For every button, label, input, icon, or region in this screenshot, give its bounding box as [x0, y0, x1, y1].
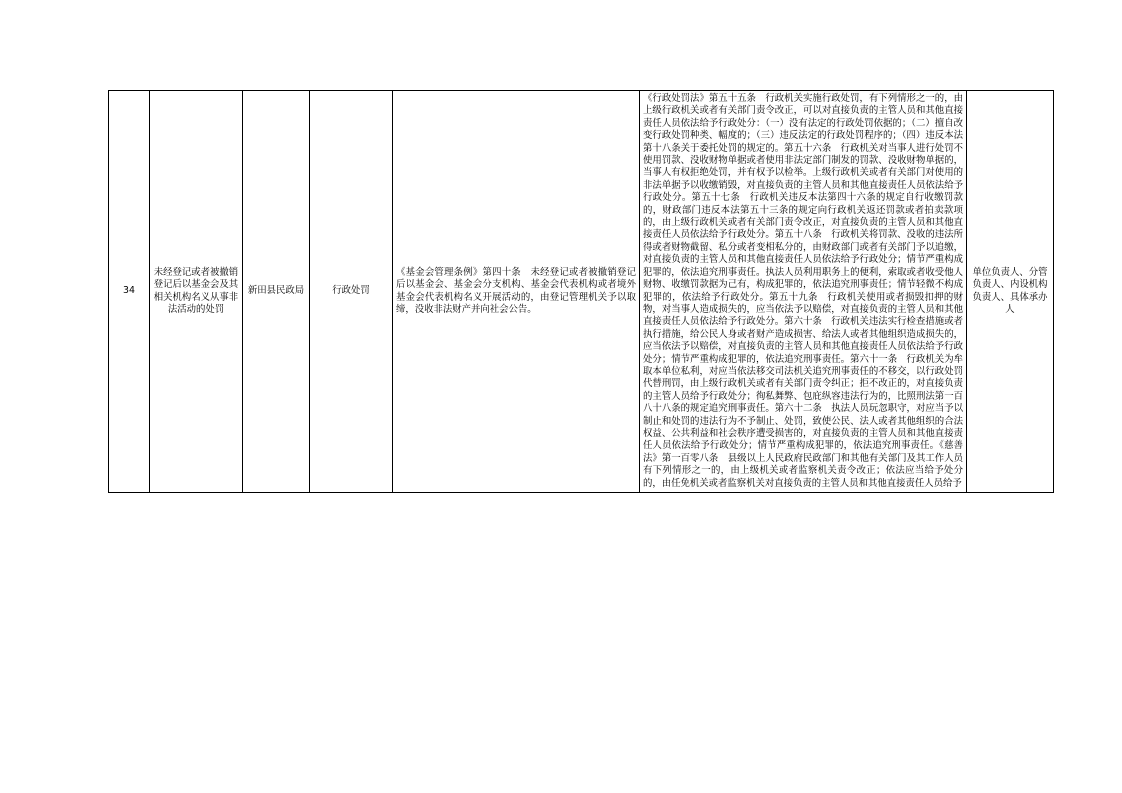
- legal-basis-text: 《基金会管理条例》第四十条 未经登记或者被撤销登记后以基金会、基金会分支机构、基金会代表机构或者境外基金会代表机构名义开展活动的，由登记管理机关予以取缔，没收非法财产并向社会公告。: [396, 266, 636, 315]
- cell-organization: 新田县民政局: [243, 91, 310, 493]
- cell-responsibility: [640, 91, 967, 493]
- cell-serial-number: 34: [109, 91, 150, 493]
- cell-legal-basis: [393, 91, 640, 493]
- cell-person-in-charge: 单位负责人、分管负责人、内设机构负责人、具体承办人: [967, 91, 1054, 493]
- administrative-penalty-table: [108, 90, 1054, 493]
- table-row: [109, 91, 1054, 493]
- cell-penalty-type: 行政处罚: [310, 91, 393, 493]
- cell-item-name: 未经登记或者被撤销登记后以基金会及其相关机构名义从事非法活动的处罚: [150, 91, 243, 493]
- responsibility-text: 《行政处罚法》第五十五条 行政机关实施行政处罚，有下列情形之一的，由上级行政机关或者有关部门责令改正，可以对直接负责的主管人员和其他直接责任人员依法给予行政处分：（一）没有法定的行政处罚依据的；（二）擅自改变行政处罚种类、幅度的；（三）违反法定的行政处罚程序的；（四）违反本法第十八条关于委托处罚的规定的。第五十六条 行政机关对当事人进行处罚不使用罚款、没收财物单据或者使用非法定部门制发的罚款、没收财物单据的，当事人有权拒绝处罚，并有权予以检举。上级行政机关或者有关部门对使用的非法单据予以收缴销毁，对直接负责的主管人员和其他直接责任人员依法给予行政处分。第五十七条 行政机关违反本法第四十六条的规定自行收缴罚款的，财政部门违反本法第五十三条的规定向行政机关返还罚款或者拍卖款项的，由上级行政机关或者有关部门责令改正，对直接负责的主管人员和其他直接责任人员依法给予行政处分。第五十八条 行政机关将罚款、没收的违法所得或者财物截留、私分或者变相私分的，由财政部门或者有关部门予以追缴，对直接负责的主管人员和其他直接责任人员依法给予行政处分；情节严重构成犯罪的，依法追究刑事责任。执法人员利用职务上的便利，索取或者收受他人财物、收缴罚款据为己有，构成犯罪的，依法追究刑事责任；情节轻微不构成犯罪的，依法给予行政处分。第五十九条 行政机关使用或者损毁扣押的财物，对当事人造成损失的，应当依法予以赔偿，对直接负责的主管人员和其他直接责任人员依法给予行政处分。第六十条 行政机关违法实行检查措施或者执行措施，给公民人身或者财产造成损害、给法人或者其他组织造成损失的，应当依法予以赔偿，对直接负责的主管人员和其他直接责任人员依法给予行政处分；情节严重构成犯罪的，依法追究刑事责任。第六十一条 行政机关为牟取本单位私利，对应当依法移交司法机关追究刑事责任的不移交，以行政处罚代替刑罚，由上级行政机关或者有关部门责令纠正；拒不改正的，对直接负责的主管人员给予行政处分；徇私舞弊、包庇纵容违法行为的，比照刑法第一百八十八条的规定追究刑事责任。第六十二条 执法人员玩忽职守，对应当予以制止和处罚的违法行为不予制止、处罚，致使公民、法人或者其他组织的合法权益、公共利益和社会秩序遭受损害的，对直接负责的主管人员和其他直接责任人员依法给予行政处分；情节严重构成犯罪的，依法追究刑事责任。《慈善法》第一百零八条 县级以上人民政府民政部门和其他有关部门及其工作人员有下列情形之一的，由上级机关或者监察机关责令改正；依法应当给予处分的，由任免机关或者监察机关对直接负责的主管人员和其他直接责任人员给予: [643, 93, 963, 489]
